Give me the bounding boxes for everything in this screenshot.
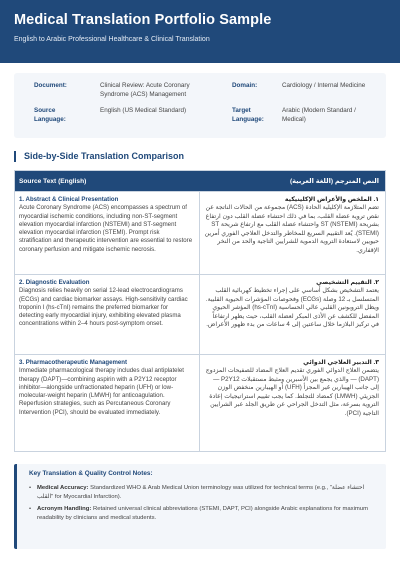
source-heading: 1. Abstract & Clinical Presentation xyxy=(19,196,119,203)
source-language-value: English (US Medical Standard) xyxy=(100,107,187,114)
source-cell xyxy=(15,355,200,451)
bullet-icon: • xyxy=(29,506,32,513)
source-cell xyxy=(15,192,200,274)
comparison-title: Side-by-Side Translation Comparison xyxy=(14,151,386,162)
domain-value: Cardiology / Internal Medicine xyxy=(282,82,366,89)
bullet-icon: • xyxy=(29,485,32,491)
document-meta-panel xyxy=(14,73,386,138)
target-cell xyxy=(200,192,385,274)
domain-label: Domain: xyxy=(232,82,258,89)
document-label: Document: xyxy=(34,82,67,89)
note-text: Retained universal clinical abbreviations (STEMI, DAPT, PCI) alongside Arabic explanations for maximum readability by clinicians and medical students. xyxy=(37,506,368,521)
source-heading: 3. Pharmacotherapeutic Management xyxy=(19,359,128,366)
target-cell xyxy=(200,355,385,451)
source-text: Diagnosis relies heavily on serial 12-lead electrocardiograms (ECGs) and cardiac biomarker assays. High-sensitivity cardiac troponin I (hs-cTnI) remains the preferred biomarker for detecting early myocardial injury, exhibiting elevated plasma concentrations within 2–4 hours post-symptom onset. xyxy=(19,287,188,328)
target-heading: ١. الملخص والأعراض الإكلينيكية xyxy=(284,196,379,203)
target-text: يعتمد التشخيص بشكل أساسي على إجراء تخطيط كهربائية القلب المتسلسل بـ 12 وصلة (ECGs) وفحوصات المؤشرات الحيوية القلبية. ويظل التروبونين القلبي عالي الحساسية (hs-cTnI) المؤشر الحيوي المفضل للكشف عن الأذى المبكر لعضلة القلب، حيث يظهر ارتفاعاً في تركيز البلازما خلال ساعتين إلى 4 ساعات من بدء ظهور الأعراض. xyxy=(205,287,379,329)
table-row xyxy=(15,354,385,451)
note-label: Medical Accuracy: xyxy=(37,485,89,491)
source-text: Immediate pharmacological therapy includes dual antiplatelet therapy (DAPT)—combining aspirin with a P2Y12 receptor inhibitor—alongside unfractionated heparin (UFH) or low-molecular-weight heparin (LMWH) for anticoagulation. Reperfusion strategies, such as Percutaneous Coronary Intervention (PCI), should be evaluated immediately. xyxy=(19,367,184,416)
target-heading: ٢. التقييم التشخيصي xyxy=(316,279,379,286)
source-language-label: Source Language: xyxy=(34,107,66,123)
table-header xyxy=(15,171,385,191)
note-text: Standardized WHO & Arab Medical Union terminology was utilized for technical terms (e.g., "احتشاء عضلة القلب" for Myocardial Infarction). xyxy=(37,485,365,500)
quality-notes-panel xyxy=(14,464,386,549)
table-row xyxy=(15,274,385,354)
notes-list xyxy=(29,484,378,522)
target-language-value: Arabic (Modern Standard / Medical) xyxy=(282,107,356,123)
list-item xyxy=(29,505,378,522)
target-language-label: Target Language: xyxy=(232,107,264,123)
source-column-header: Source Text (English) xyxy=(19,177,87,185)
source-cell xyxy=(15,275,200,354)
target-text: يتضمن العلاج الدوائي الفوري تقديم العلاج المضاد للصفيحات المزدوج (DAPT) — والذي يجمع بين الأسبرين ومثبط مستقبلات P2Y12 — إلى جانب الهيبارين غير المجزأ (UFH) أو الهيبارين منخفض الوزن الجزيئي (LMWH) كمضاد للتجلط. كما يجب تقييم استراتيجيات إعادة التروية بسرعة، مثل التدخل الجراحي عن طريق الجلد عبر الشرايين التاجية (PCI). xyxy=(205,367,379,417)
target-text: تضم المتلازمة الإكليلية الحادة (ACS) مجموعة من الحالات الناتجة عن نقص تروية عضلة القلب، بما في ذلك احتشاء عضلة القلب دون ارتفاع بشريحة ST (NSTEMI) واحتشاء عضلة القلب مع ارتفاع شريحة ST (STEMI). يُعد التقييم السريع للمخاطر والتدخل العلاجي الفوري أمرين حيويين لاستعادة التروية الدموية للشرايين التاجية والحد من النخر الإقفاري. xyxy=(204,204,379,254)
table-row xyxy=(15,191,385,274)
document-value: Clinical Review: Acute Coronary Syndrome (ACS) Management xyxy=(100,82,190,98)
source-heading: 2. Diagnostic Evaluation xyxy=(19,279,90,286)
note-label: Acronym Handling: xyxy=(37,506,92,513)
comparison-table xyxy=(14,170,386,452)
page-subtitle: English to Arabic Professional Healthcare & Clinical Translation xyxy=(14,36,210,43)
header xyxy=(0,0,400,63)
page-title: Medical Translation Portfolio Sample xyxy=(14,12,272,28)
notes-title: Key Translation & Quality Control Notes: xyxy=(29,470,153,477)
target-column-header: النص المترجم (اللغة العربية) xyxy=(289,178,379,185)
source-text: Acute Coronary Syndrome (ACS) encompasses a spectrum of myocardial ischemic conditions, including non-ST-segment elevation myocardial infarction (NSTEMI) and ST-segment elevation myocardial infarction (STEMI). Prompt risk stratification and therapeutic intervention are essential to restore coronary perfusion and mitigate ischemic necrosis. xyxy=(19,204,193,253)
list-item xyxy=(29,484,378,501)
target-cell xyxy=(200,275,385,354)
target-heading: ٣. التدبير العلاجي الدوائي xyxy=(303,359,379,366)
